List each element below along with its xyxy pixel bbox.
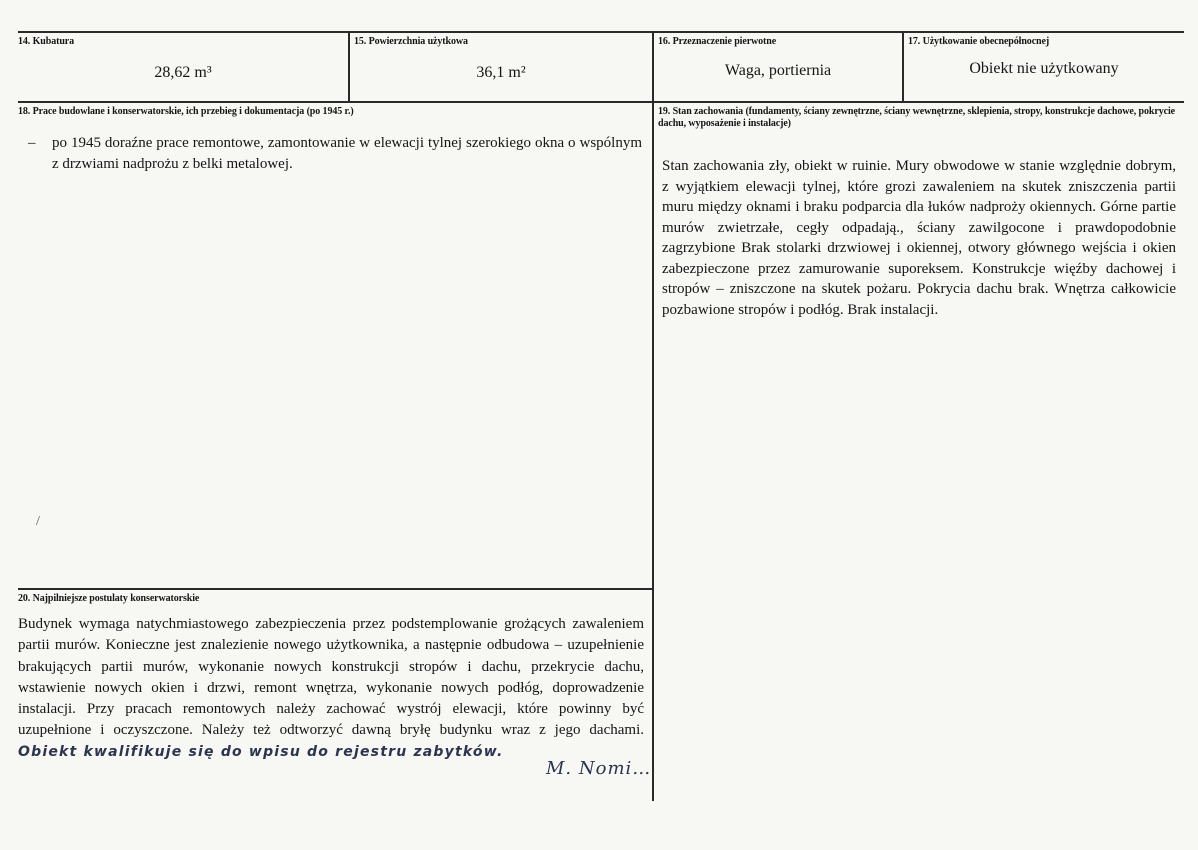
box18-text: po 1945 doraźne prace remontowe, zamontowanie w elewacji tylnej szerokiego okna o wspólnym z drzwiami nadprożu z belki metalowej. bbox=[52, 135, 642, 172]
box18-bottom-border bbox=[18, 588, 654, 590]
top-border bbox=[18, 31, 1184, 33]
box18-pen-mark: / bbox=[36, 514, 40, 529]
box17-label: 17. Użytkowanie obecnepółnocnej bbox=[908, 36, 1050, 47]
box18-dash: – bbox=[28, 135, 36, 151]
box14-value: 28,62 m³ bbox=[154, 64, 212, 81]
signature: M. Nomi… bbox=[546, 758, 652, 779]
handwritten-note: Obiekt kwalifikuje się do wpisu do rejestru zabytków. bbox=[18, 743, 504, 760]
divider-15-16 bbox=[652, 31, 654, 801]
box19-text: Stan zachowania zły, obiekt w ruinie. Mury obwodowe w stanie względnie dobrym, z wyjątkiem elewacji tylnej, które grozi zawaleniem na skutek zniszczenia partii muru między oknami i braku podparcia dla łuków nadproży okiennych. Górne partie murów zwietrzałe, cegły odpadają., ściany zawilgocone i prawdopodobnie zagrzybione Brak stolarki drzwiowej i okiennej, otwory głównego wejścia i okien zabezpieczone przez zamurowanie suporeksem. Konstrukcje więźby dachowej i stropów – zniszczone na skutek pożaru. Pokrycia dachu brak. Wnętrza całkowicie pozbawione stropów i podłóg. Brak instalacji. bbox=[662, 158, 1176, 318]
box20-text: Budynek wymaga natychmiastowego zabezpieczenia przez podstemplowanie grożących zawaleniem partii murów. Konieczne jest znalezienie nowego użytkownika, a następnie odbudowa – uzupełnienie brakujących partii murów, wykonanie nowych konstrukcji stropów i dachu, przekrycie dachu, wstawienie nowych okien i drzwi, remont wnętrza, wykonanie nowych podłóg, doprowadzenie instalacji. Przy pracach remontowych należy zachować wystrój elewacji, które powinny być uzupełnione i oczyszczone. Należy też odtworzyć dawną bryłę budynku wraz z jego dachami. bbox=[18, 616, 644, 739]
box20-label: 20. Najpilniejsze postulaty konserwatorskie bbox=[18, 593, 200, 604]
box18-label: 18. Prace budowlane i konserwatorskie, ich przebieg i dokumentacja (po 1945 r.) bbox=[18, 106, 354, 117]
row1-bottom-border bbox=[18, 101, 1184, 103]
box14-label: 14. Kubatura bbox=[18, 36, 75, 47]
box17-value: Obiekt nie użytkowany bbox=[969, 60, 1119, 77]
box15-value: 36,1 m² bbox=[476, 64, 526, 81]
box16-value: Waga, portiernia bbox=[724, 62, 832, 79]
box15-label: 15. Powierzchnia użytkowa bbox=[354, 36, 468, 47]
box20-text-block bbox=[18, 614, 644, 763]
box16-label: 16. Przeznaczenie pierwotne bbox=[658, 36, 777, 47]
box19-label: 19. Stan zachowania (fundamenty, ściany zewnętrzne, ściany wewnętrzne, sklepienia, stropy, konstrukcje dachowe, pokrycie dachu, wyposażenie i instalacje) bbox=[658, 106, 1175, 129]
